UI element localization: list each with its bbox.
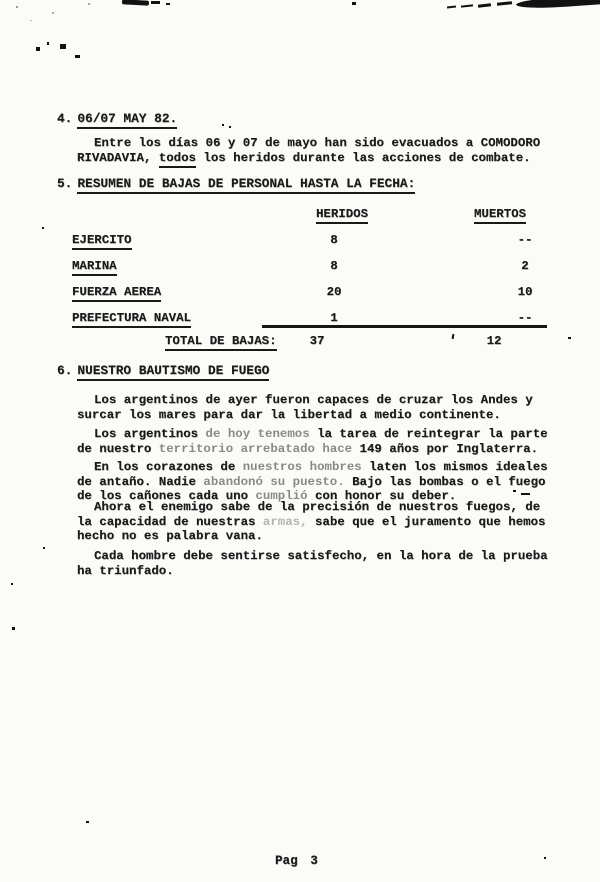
table-header-heridos-label: HERIDOS	[316, 207, 368, 224]
section-6-number: 6.	[57, 363, 73, 378]
row-ejercito-label: EJERCITO	[72, 233, 132, 250]
section-4-paragraph	[77, 136, 589, 165]
table-header-muertos	[462, 207, 538, 221]
page-number: Pag 3	[275, 854, 318, 868]
ink-speck	[43, 547, 45, 549]
row-fuerza-aerea-label: FUERZA AEREA	[72, 285, 161, 302]
text-segment: En los corazones de	[94, 460, 243, 474]
section-5-heading	[57, 177, 415, 191]
scan-streak-dash	[497, 1, 512, 6]
ink-speck	[544, 857, 546, 859]
text-segment: Bajo las bombas o el fuego de los cañones cada uno	[77, 474, 546, 504]
ink-speck	[47, 42, 49, 45]
scan-speck	[30, 20, 32, 21]
text-segment: armas,	[262, 514, 308, 529]
text-segment: Cada hombre debe sentirse satisfecho, en la hora de la prueba ha triunfado.	[77, 549, 548, 578]
row-marina-heridos: 8	[330, 259, 338, 273]
row-ejercito-heridos: 8	[330, 233, 338, 247]
text-segment: laten los mismos ideales de antaño. Nadie	[77, 460, 548, 489]
text-segment: cumplió	[255, 489, 308, 504]
section-6-paragraph-4	[77, 500, 589, 544]
ink-speck	[11, 583, 13, 585]
row-prefectura-heridos: 1	[330, 311, 338, 325]
text-segment: la tarea de reintegrar la parte de nuestro	[77, 427, 548, 456]
row-marina-label: MARINA	[72, 259, 117, 276]
ink-speck	[75, 55, 80, 58]
ink-speck	[86, 821, 89, 823]
ink-speck	[36, 47, 40, 51]
ink-speck	[229, 126, 231, 128]
text-segment: de hoy tenemos	[205, 427, 310, 441]
section-4-title: 06/07 MAY 82.	[77, 111, 177, 129]
ink-speck	[568, 337, 571, 339]
table-row-label	[72, 259, 117, 273]
scan-speck	[52, 12, 54, 14]
text-segment: territorio arrebatado hace	[158, 441, 353, 456]
text-segment: abandonó su puesto.	[203, 474, 345, 489]
table-header-muertos-label: MUERTOS	[474, 207, 526, 224]
total-label: TOTAL DE BAJAS:	[165, 334, 277, 351]
row-fuerza-aerea-heridos: 20	[326, 285, 342, 299]
ink-speck	[60, 44, 66, 49]
table-row-label	[72, 285, 161, 299]
table-total-row	[165, 334, 277, 348]
section-6-paragraph-2	[77, 427, 589, 456]
underlined-text: todos	[159, 151, 196, 168]
section-4-number: 4.	[57, 111, 73, 126]
section-5-title: RESUMEN DE BAJAS DE PERSONAL HASTA LA FECHA:	[77, 176, 415, 194]
text-segment: sabe que el juramento que hemos hecho no es palabra vana.	[77, 514, 546, 544]
text-segment: Los argentinos de ayer fueron capaces de cruzar los Andes y surcar los mares para dar la libertad a medio continente.	[77, 393, 533, 422]
table-total-rule	[262, 325, 547, 328]
text-segment: con honor su deber.	[307, 489, 457, 504]
ink-smudge	[151, 1, 160, 4]
ink-speck	[12, 627, 15, 630]
row-ejercito-muertos: --	[517, 233, 533, 247]
ink-speck	[452, 334, 455, 339]
row-fuerza-aerea-muertos: 10	[517, 285, 533, 299]
section-5-number: 5.	[57, 176, 73, 191]
text-segment: los heridos durante las acciones de combate.	[195, 150, 531, 165]
row-marina-muertos: 2	[521, 259, 529, 273]
text-segment: Entre los días 06 y 07 de mayo han sido evacuados a COMODORO RIVADAVIA,	[77, 136, 541, 165]
section-6-paragraph-5	[77, 549, 589, 578]
text-segment: Los argentinos	[94, 427, 206, 441]
row-prefectura-muertos: --	[517, 311, 533, 325]
total-muertos: 12	[486, 334, 502, 348]
section-6-title: NUESTRO BAUTISMO DE FUEGO	[77, 363, 269, 381]
total-heridos: 37	[309, 334, 325, 348]
section-6-paragraph-1	[77, 393, 589, 422]
ink-speck	[352, 2, 356, 5]
section-6-heading	[57, 364, 269, 378]
scan-streak-dash	[478, 3, 491, 8]
table-row-label	[72, 233, 132, 247]
ink-speck	[42, 227, 44, 229]
ink-speck	[222, 124, 224, 126]
ink-smudge	[166, 3, 170, 5]
scan-streak-dash	[447, 6, 456, 9]
text-segment: Ahora el enemigo sabe de la precisión de nuestros fuegos, de la capacidad de nuestras	[77, 500, 541, 529]
table-header-heridos	[306, 207, 378, 221]
table-row-label	[72, 311, 191, 325]
text-segment: nuestros hombres	[242, 460, 362, 474]
row-prefectura-label: PREFECTURA NAVAL	[72, 311, 191, 328]
section-4-heading	[57, 112, 177, 126]
ink-smudge	[122, 0, 149, 6]
scan-speck	[88, 3, 90, 5]
scan-speck	[16, 6, 18, 8]
section-6-paragraph-3	[77, 460, 589, 504]
scan-streak	[516, 0, 600, 10]
text-segment: 149 años por Inglaterra.	[352, 441, 539, 456]
scan-streak-dash	[461, 4, 473, 7]
